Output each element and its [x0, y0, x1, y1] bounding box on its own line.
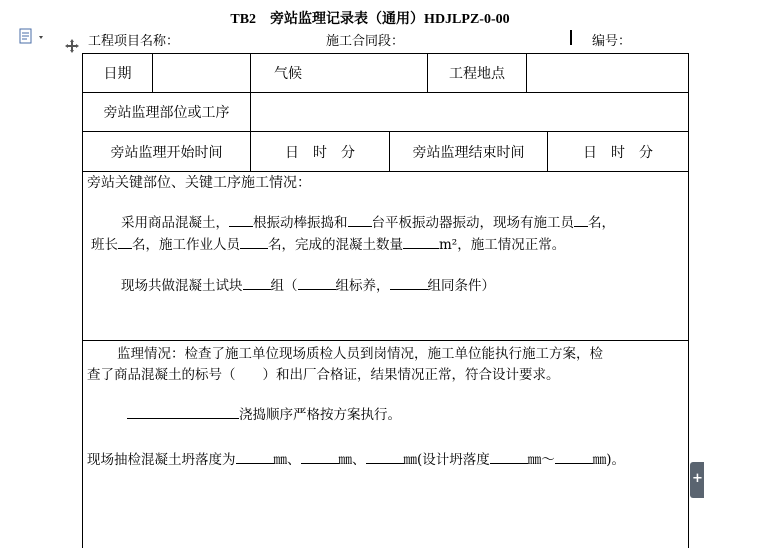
- supervised-part-field[interactable]: [251, 93, 688, 131]
- document-options-icon[interactable]: [18, 27, 48, 47]
- date-label: 日期: [103, 66, 132, 82]
- slump-paragraph: 现场抽检混凝土坍落度为 ㎜、 ㎜、 ㎜(设计坍落度 ㎜～ ㎜)。: [87, 449, 625, 471]
- end-time-field[interactable]: 日 时 分: [583, 144, 653, 161]
- date-field[interactable]: [153, 54, 250, 92]
- start-time-label: 旁站监理开始时间: [110, 144, 223, 161]
- record-table: [82, 53, 689, 548]
- end-time-label: 旁站监理结束时间: [412, 144, 525, 161]
- form-title: TB2 旁站监理记录表（通用）HDJLPZ-0-00: [230, 12, 510, 27]
- supervision-paragraph-2: 浇捣顺序严格按方案执行。: [127, 404, 401, 426]
- project-name-label: 工程项目名称：: [88, 34, 180, 49]
- supervised-part-label: 旁站监理部位或工序: [103, 105, 230, 121]
- side-expand-tab-icon[interactable]: +: [690, 462, 704, 498]
- weather-label: 气候: [274, 66, 302, 82]
- table-move-handle-icon[interactable]: [64, 38, 80, 54]
- location-field[interactable]: [527, 54, 688, 92]
- supervision-paragraph-1: 监理情况：检查了施工单位现场质检人员到岗情况，施工单位能执行施工方案，检: [117, 346, 603, 362]
- supervision-paragraph-1-cont: 查了商品混凝土的标号（ ）和出厂合格证，结果情况正常，符合设计要求。: [87, 367, 560, 383]
- construction-paragraph-2: 现场共做混凝土试块 组（ 组标养， 组同条件）: [121, 275, 495, 297]
- construction-paragraph-1-cont: 班长 名，施工作业人员 名，完成的混凝土数量 m²，施工情况正常。: [91, 234, 565, 256]
- weather-field[interactable]: [325, 54, 427, 92]
- text-cursor: [570, 30, 572, 45]
- start-time-field[interactable]: 日 时 分: [285, 144, 355, 161]
- contract-section-label: 施工合同段：: [326, 34, 405, 49]
- construction-paragraph-1: 采用商品混凝土， 根振动棒振捣和 台平板振动器振动，现场有施工员 名，: [121, 212, 615, 234]
- construction-heading: 旁站关键部位、关键工序施工情况：: [87, 175, 311, 191]
- number-label: 编号：: [592, 34, 632, 49]
- location-label: 工程地点: [449, 66, 505, 82]
